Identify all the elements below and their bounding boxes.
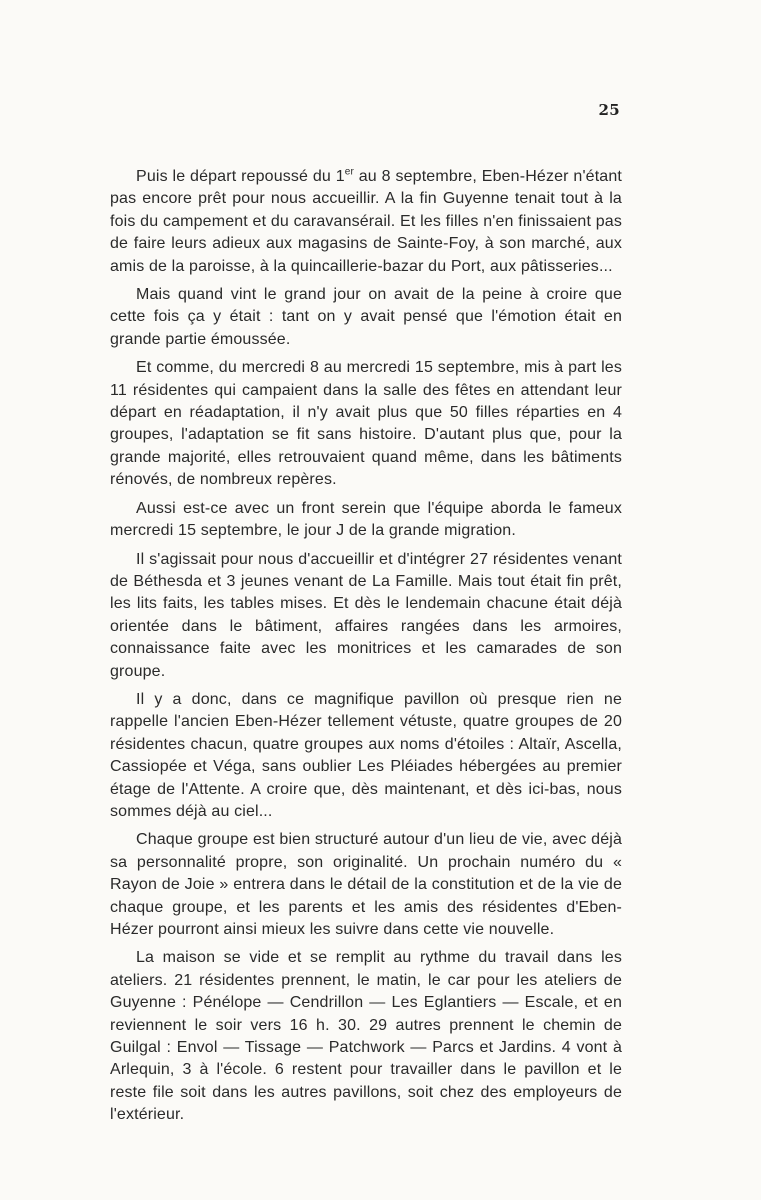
paragraph-welcoming-residents: Il s'agissait pour nous d'accueillir et d'intégrer 27 résidentes venant de Béthesda et 3 jeunes venant de La Famille. Mais tout était fin prêt, les lits faits, les tables mises. Et dès le lendemain chacune était déjà orientée dans le bâtiment, affaires rangées dans les armoires, connaissance faite avec les monitrices et les camarades de son groupe. [110,550,622,680]
paragraph-text-continued: au 8 septembre, Eben-Hézer n'étant pas encore prêt pour nous accueillir. A la fin Guyenne tenait tout à la fois du campement et du caravansérail. Et les filles n'en finissaient pas de faire leurs adieux aux magasins de Sainte-Foy, à son marché, aux amis de la paroisse, à la quincaillerie-bazar du Port, aux pâtisseries... [110,168,622,275]
paragraph-workshops: La maison se vide et se remplit au rythme du travail dans les ateliers. 21 résidentes prennent, le matin, le car pour les ateliers de Guyenne : Pénélope — Cendrillon — Les Eglantiers — Escale, et en reviennent le soir vers 16 h. 30. 29 autres prennent le chemin de Guilgal : Envol — Tissage — Patchwork — Parcs et Jardins. 4 vont à Arlequin, 3 à l'école. 6 restent pour travailler dans le pavillon et le reste file soit dans les autres pavillons, soit chez des employeurs de l'extérieur. [110,949,622,1124]
paragraph-big-day: Mais quand vint le grand jour on avait de la peine à croire que cette fois ça y était : tant on y avait pensé que l'émotion était en grande partie émoussée. [110,286,622,348]
body-text [110,166,622,1127]
ordinal-superscript: er [344,166,354,178]
paragraph-star-groups: Il y a donc, dans ce magnifique pavillon où presque rien ne rappelle l'ancien Eben-Hézer tellement vétuste, quatre groupes de 20 résidentes chacun, quatre groupes aux noms d'étoiles : Altaïr, Ascella, Cassiopée et Véga, sans oublier Les Pléiades hébergées au premier étage de l'Attente. A croire que, dès maintenant, et dès ici-bas, nous sommes déjà au ciel... [110,690,622,820]
paragraph-adaptation: Et comme, du mercredi 8 au mercredi 15 septembre, mis à part les 11 résidentes qui campaient dans la salle des fêtes en attendant leur départ en réadaptation, il n'y avait plus que 50 filles réparties en 4 groupes, l'adaptation se fit sans histoire. D'autant plus que, pour la grande majorité, elles retrouvaient quand même, dans les bâtiments rénovés, de nombreux repères. [110,359,622,489]
paragraph-serene-team: Aussi est-ce avec un front serein que l'équipe aborda le fameux mercredi 15 septembre, le jour J de la grande migration. [110,499,622,540]
paragraph-departure-postponed [110,166,622,278]
page-number: 25 [598,101,620,119]
paragraph-group-structure: Chaque groupe est bien structuré autour d'un lieu de vie, avec déjà sa personnalité propre, son originalité. Un prochain numéro du « Rayon de Joie » entrera dans le détail de la constitution et de la vie de chaque groupe, et les parents et les amis des résidentes d'Eben-Hézer pourront ainsi mieux les suivre dans cette vie nouvelle. [110,831,622,938]
paragraph-text: Puis le départ repoussé du 1 [136,168,345,185]
